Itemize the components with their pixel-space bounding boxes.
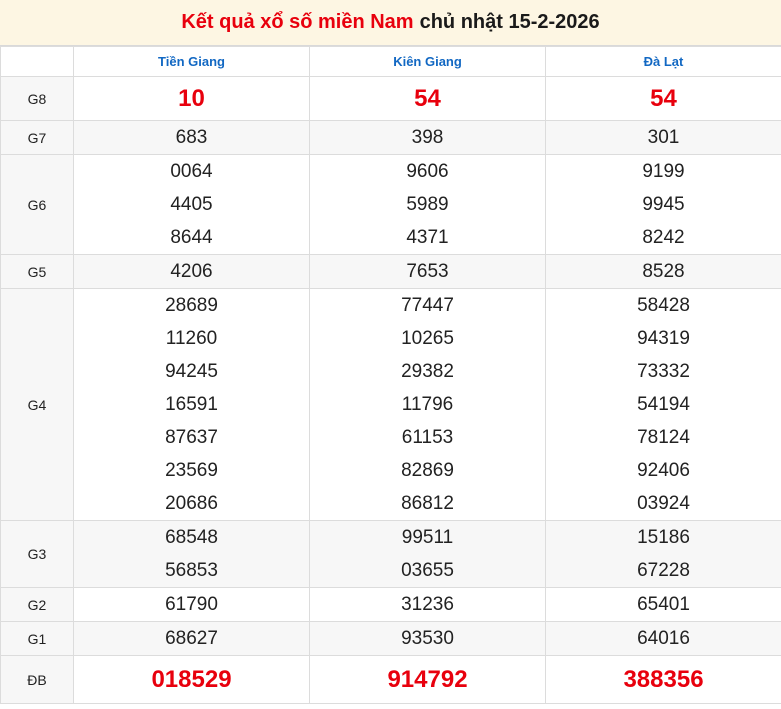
prize-number: 5989 (406, 194, 449, 215)
table-row (1, 121, 781, 155)
prize-number: 56853 (165, 560, 218, 581)
prize-values (74, 656, 310, 704)
prize-label: G3 (1, 521, 74, 588)
prize-number: 4206 (170, 261, 213, 282)
prize-values (546, 77, 781, 121)
prize-values (546, 121, 781, 155)
prize-number: 58428 (637, 295, 690, 316)
prize-label: G6 (1, 155, 74, 255)
prize-values (74, 77, 310, 121)
prize-number: 99511 (401, 527, 454, 548)
page-title (0, 0, 781, 46)
table-row (1, 656, 781, 704)
prize-number: 67228 (637, 560, 690, 581)
province-header-1[interactable]: Kiên Giang (310, 47, 546, 77)
prize-number: 11260 (165, 328, 218, 349)
prize-values (310, 77, 546, 121)
prize-number: 20686 (165, 493, 218, 514)
table-row (1, 588, 781, 622)
prize-label: ĐB (1, 656, 74, 704)
table-header-row (1, 47, 781, 77)
prize-values (74, 521, 310, 588)
prize-number: 54 (650, 85, 677, 112)
table-row (1, 289, 781, 521)
prize-number: 65401 (637, 594, 690, 615)
prize-number: 92406 (637, 460, 690, 481)
prize-number: 4405 (170, 194, 213, 215)
prize-values (546, 521, 781, 588)
prize-number: 61153 (401, 427, 454, 448)
prize-label: G2 (1, 588, 74, 622)
prize-number: 03924 (637, 493, 690, 514)
prize-number: 77447 (401, 295, 454, 316)
prize-number: 82869 (401, 460, 454, 481)
prize-number: 86812 (401, 493, 454, 514)
prize-number: 54194 (637, 394, 690, 415)
prize-number: 0064 (170, 161, 213, 182)
table-row (1, 255, 781, 289)
prize-label: G4 (1, 289, 74, 521)
results-table (0, 46, 781, 704)
prize-values (74, 255, 310, 289)
prize-number: 61790 (165, 594, 218, 615)
prize-values (546, 289, 781, 521)
prize-label: G7 (1, 121, 74, 155)
prize-values (74, 588, 310, 622)
province-header-2[interactable]: Đà Lạt (546, 47, 781, 77)
prize-number: 54 (414, 85, 441, 112)
table-row (1, 155, 781, 255)
prize-number: 78124 (637, 427, 690, 448)
prize-number: 7653 (406, 261, 449, 282)
prize-number: 03655 (401, 560, 454, 581)
prize-number: 10 (178, 85, 205, 112)
prize-values (310, 155, 546, 255)
prize-number: 8242 (642, 227, 685, 248)
prize-number: 31236 (401, 594, 454, 615)
prize-values (310, 588, 546, 622)
prize-values (546, 588, 781, 622)
prize-number: 683 (175, 127, 208, 148)
prize-values (74, 622, 310, 656)
prize-number: 94245 (165, 361, 218, 382)
prize-number: 23569 (165, 460, 218, 481)
prize-number: 28689 (165, 295, 218, 316)
prize-values (310, 656, 546, 704)
prize-values (310, 121, 546, 155)
prize-values (546, 155, 781, 255)
prize-label: G1 (1, 622, 74, 656)
prize-label: G5 (1, 255, 74, 289)
prize-number: 8528 (642, 261, 685, 282)
prize-number: 73332 (637, 361, 690, 382)
prize-number: 8644 (170, 227, 213, 248)
table-row (1, 521, 781, 588)
prize-values (310, 255, 546, 289)
prize-number: 10265 (401, 328, 454, 349)
prize-number: 16591 (165, 394, 218, 415)
province-header-0[interactable]: Tiền Giang (74, 47, 310, 77)
prize-values (74, 289, 310, 521)
prize-values (546, 255, 781, 289)
prize-number: 68627 (165, 628, 218, 649)
page-title-primary: Kết quả xổ số miền Nam (181, 11, 414, 33)
prize-number: 914792 (387, 666, 468, 693)
prize-number: 68548 (165, 527, 218, 548)
prize-values (310, 622, 546, 656)
prize-number: 398 (411, 127, 444, 148)
prize-number: 29382 (401, 361, 454, 382)
page-title-date: chủ nhật 15-2-2026 (419, 11, 600, 33)
prize-number: 93530 (401, 628, 454, 649)
prize-number: 9606 (406, 161, 449, 182)
prize-number: 94319 (637, 328, 690, 349)
prize-values (74, 121, 310, 155)
prize-number: 64016 (637, 628, 690, 649)
prize-number: 4371 (406, 227, 449, 248)
prize-number: 15186 (637, 527, 690, 548)
prize-number: 87637 (165, 427, 218, 448)
prize-values (546, 656, 781, 704)
prize-number: 301 (647, 127, 680, 148)
table-corner-cell (1, 47, 74, 77)
prize-number: 11796 (401, 394, 454, 415)
prize-number: 018529 (151, 666, 232, 693)
table-row (1, 622, 781, 656)
prize-number: 9945 (642, 194, 685, 215)
prize-number: 9199 (642, 161, 685, 182)
prize-values (546, 622, 781, 656)
table-row (1, 77, 781, 121)
prize-number: 388356 (623, 666, 704, 693)
prize-values (74, 155, 310, 255)
prize-label: G8 (1, 77, 74, 121)
prize-values (310, 521, 546, 588)
prize-values (310, 289, 546, 521)
